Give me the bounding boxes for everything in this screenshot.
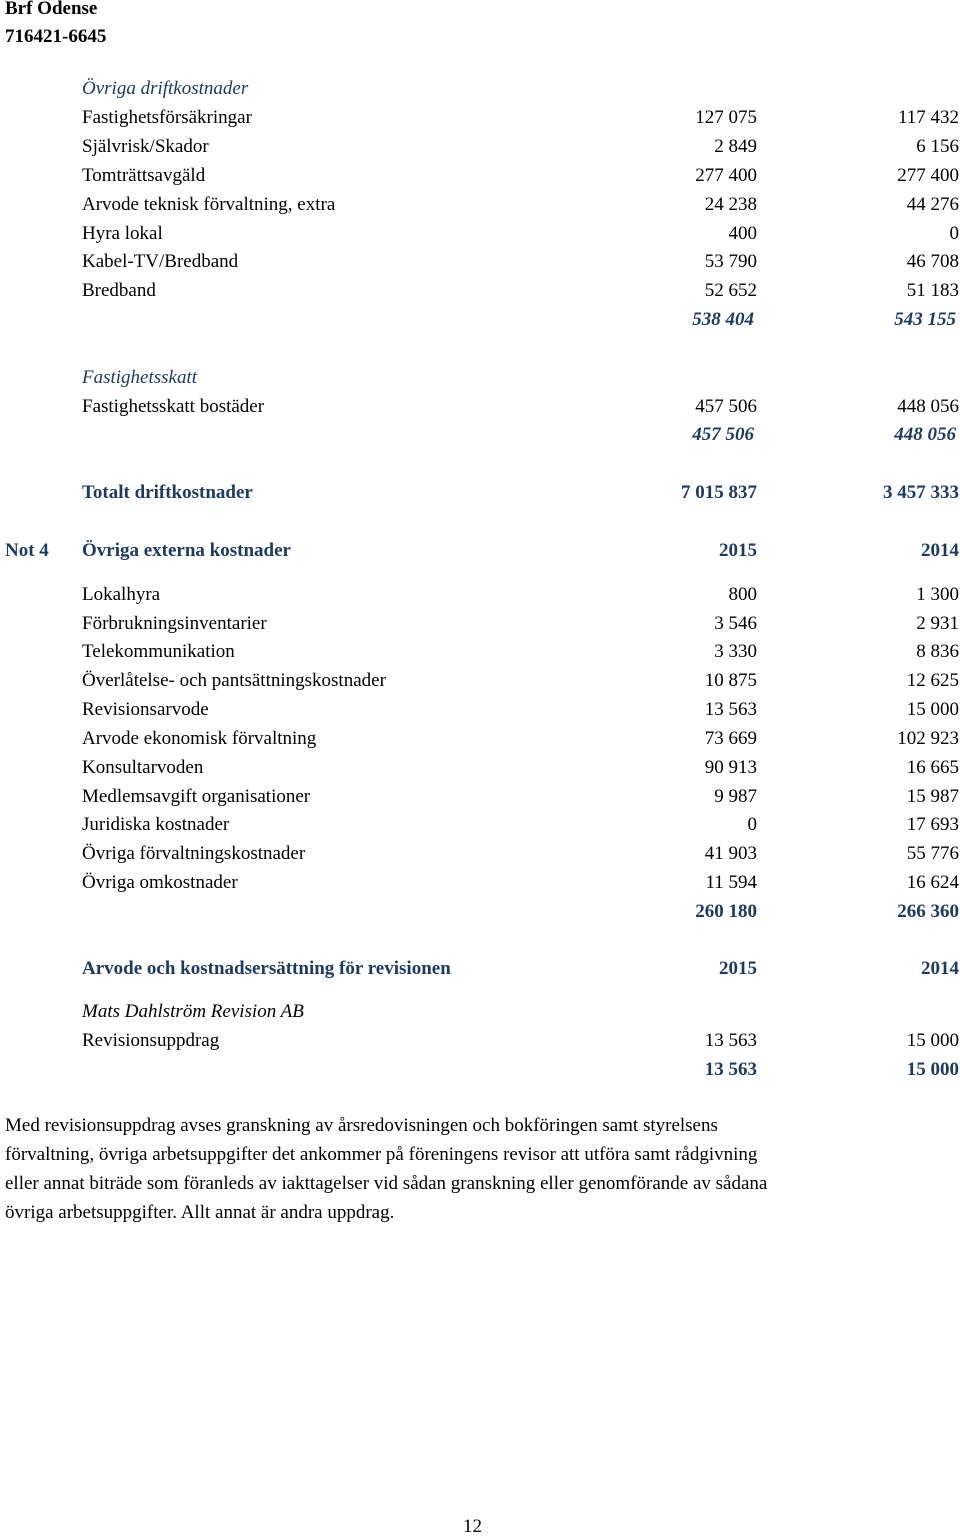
row-label: Arvode teknisk förvaltning, extra bbox=[82, 194, 336, 215]
paragraph-line: Med revisionsuppdrag avses granskning av årsredovisningen och bokföringen samt styrelsens bbox=[5, 1115, 718, 1136]
table-row bbox=[0, 640, 960, 664]
row-label: Överlåtelse- och pantsättningskostnader bbox=[82, 670, 386, 691]
value-2015: 53 790 bbox=[704, 251, 757, 272]
auditor-row bbox=[0, 1000, 960, 1024]
value-2014: 16 624 bbox=[906, 872, 959, 893]
revision-heading-row bbox=[0, 957, 960, 981]
section-heading-fastighetsskatt bbox=[0, 366, 960, 390]
auditor-name: Mats Dahlström Revision AB bbox=[82, 1001, 304, 1022]
row-label: Tomträttsavgäld bbox=[82, 165, 206, 186]
value-2015: 90 913 bbox=[704, 757, 757, 778]
paragraph-line: övriga arbetsuppgifter. Allt annat är andra uppdrag. bbox=[5, 1202, 395, 1223]
subtotal-2015: 457 506 bbox=[692, 424, 754, 445]
row-label: Hyra lokal bbox=[82, 223, 163, 244]
row-label: Juridiska kostnader bbox=[82, 814, 230, 835]
value-2014: 0 bbox=[949, 223, 959, 244]
subtotal-2014: 543 155 bbox=[894, 309, 956, 330]
year-2015: 2015 bbox=[719, 540, 757, 561]
value-2014: 16 665 bbox=[906, 757, 959, 778]
year-2014: 2014 bbox=[921, 540, 959, 561]
table-row bbox=[0, 250, 960, 274]
section-heading-ovriga-driftkostnader bbox=[0, 77, 960, 101]
value-2015: 52 652 bbox=[704, 280, 757, 301]
value-2015: 41 903 bbox=[704, 843, 757, 864]
table-row bbox=[0, 164, 960, 188]
value-2014: 51 183 bbox=[906, 280, 959, 301]
note-heading-row bbox=[0, 539, 960, 563]
value-2014: 15 987 bbox=[906, 786, 959, 807]
value-2014: 8 836 bbox=[916, 641, 959, 662]
subtotal-2014: 266 360 bbox=[897, 901, 959, 922]
table-row bbox=[0, 871, 960, 895]
total-row bbox=[0, 481, 960, 505]
value-2014: 1 300 bbox=[916, 584, 959, 605]
section-title: Övriga externa kostnader bbox=[82, 540, 291, 561]
table-row bbox=[0, 279, 960, 303]
table-row bbox=[0, 193, 960, 217]
paragraph-line: eller annat biträde som föranleds av iakttagelser vid sådan granskning eller genomförande av sådana bbox=[5, 1173, 768, 1194]
value-2014: 2 931 bbox=[916, 613, 959, 634]
row-label: Övriga förvaltningskostnader bbox=[82, 843, 306, 864]
value-2015: 9 987 bbox=[714, 786, 757, 807]
value-2014: 6 156 bbox=[916, 136, 959, 157]
table-row bbox=[0, 727, 960, 751]
table-row bbox=[0, 698, 960, 722]
row-label: Självrisk/Skador bbox=[82, 136, 209, 157]
value-2015: 400 bbox=[728, 223, 757, 244]
row-label: Medlemsavgift organisationer bbox=[82, 786, 311, 807]
total-label: Totalt driftkostnader bbox=[82, 482, 253, 503]
subtotal-row bbox=[0, 308, 960, 332]
value-2015: 13 563 bbox=[704, 1030, 757, 1051]
section-title: Fastighetsskatt bbox=[82, 367, 198, 388]
row-label: Fastighetsskatt bostäder bbox=[82, 396, 265, 417]
page-number: 12 bbox=[463, 1516, 482, 1537]
table-row bbox=[0, 669, 960, 693]
value-2014: 44 276 bbox=[906, 194, 959, 215]
section-title: Övriga driftkostnader bbox=[82, 78, 249, 99]
value-2014: 46 708 bbox=[906, 251, 959, 272]
row-label: Övriga omkostnader bbox=[82, 872, 238, 893]
value-2014: 12 625 bbox=[906, 670, 959, 691]
total-2014: 3 457 333 bbox=[883, 482, 959, 503]
value-2014: 15 000 bbox=[906, 699, 959, 720]
value-2015: 0 bbox=[747, 814, 757, 835]
note-label: Not 4 bbox=[5, 540, 49, 561]
value-2015: 800 bbox=[728, 584, 757, 605]
value-2015: 277 400 bbox=[695, 165, 757, 186]
row-label: Revisionsuppdrag bbox=[82, 1030, 220, 1051]
table-row bbox=[0, 395, 960, 419]
table-row bbox=[0, 785, 960, 809]
table-row bbox=[0, 222, 960, 246]
value-2015: 3 330 bbox=[714, 641, 757, 662]
value-2014: 17 693 bbox=[906, 814, 959, 835]
value-2015: 2 849 bbox=[714, 136, 757, 157]
value-2014: 117 432 bbox=[897, 107, 959, 128]
table-row bbox=[0, 813, 960, 837]
row-label: Lokalhyra bbox=[82, 584, 161, 605]
value-2015: 24 238 bbox=[704, 194, 757, 215]
subtotal-2015: 260 180 bbox=[695, 901, 757, 922]
section-title: Arvode och kostnadsersättning för revisionen bbox=[82, 958, 451, 979]
table-row bbox=[0, 106, 960, 130]
subtotal-2014: 448 056 bbox=[894, 424, 956, 445]
row-label: Kabel-TV/Bredband bbox=[82, 251, 239, 272]
value-2014: 55 776 bbox=[906, 843, 959, 864]
subtotal-2015: 13 563 bbox=[704, 1059, 757, 1080]
value-2014: 15 000 bbox=[906, 1030, 959, 1051]
row-label: Förbrukningsinventarier bbox=[82, 613, 267, 634]
value-2015: 73 669 bbox=[704, 728, 757, 749]
subtotal-row bbox=[0, 900, 960, 924]
paragraph-line: förvaltning, övriga arbetsuppgifter det ankommer på föreningens revisor att utföra samt rådgivning bbox=[5, 1144, 758, 1165]
value-2014: 277 400 bbox=[897, 165, 959, 186]
value-2014: 448 056 bbox=[897, 396, 959, 417]
table-row bbox=[0, 756, 960, 780]
row-label: Revisionsarvode bbox=[82, 699, 209, 720]
value-2015: 10 875 bbox=[704, 670, 757, 691]
total-2015: 7 015 837 bbox=[681, 482, 757, 503]
value-2015: 11 594 bbox=[705, 872, 757, 893]
table-row bbox=[0, 1029, 960, 1053]
table-row bbox=[0, 135, 960, 159]
row-label: Arvode ekonomisk förvaltning bbox=[82, 728, 317, 749]
value-2015: 127 075 bbox=[695, 107, 757, 128]
table-row bbox=[0, 583, 960, 607]
year-2014: 2014 bbox=[921, 958, 959, 979]
org-name: Brf Odense bbox=[5, 0, 98, 19]
row-label: Telekommunikation bbox=[82, 641, 235, 662]
subtotal-row bbox=[0, 1058, 960, 1082]
table-row bbox=[0, 842, 960, 866]
value-2014: 102 923 bbox=[897, 728, 959, 749]
value-2015: 3 546 bbox=[714, 613, 757, 634]
subtotal-row bbox=[0, 423, 960, 447]
row-label: Konsultarvoden bbox=[82, 757, 204, 778]
value-2015: 457 506 bbox=[695, 396, 757, 417]
org-number: 716421-6645 bbox=[5, 26, 107, 47]
value-2015: 13 563 bbox=[704, 699, 757, 720]
row-label: Fastighetsförsäkringar bbox=[82, 107, 252, 128]
subtotal-2014: 15 000 bbox=[906, 1059, 959, 1080]
year-2015: 2015 bbox=[719, 958, 757, 979]
explanation-paragraph bbox=[5, 1111, 905, 1227]
table-row bbox=[0, 612, 960, 636]
row-label: Bredband bbox=[82, 280, 156, 301]
subtotal-2015: 538 404 bbox=[692, 309, 754, 330]
